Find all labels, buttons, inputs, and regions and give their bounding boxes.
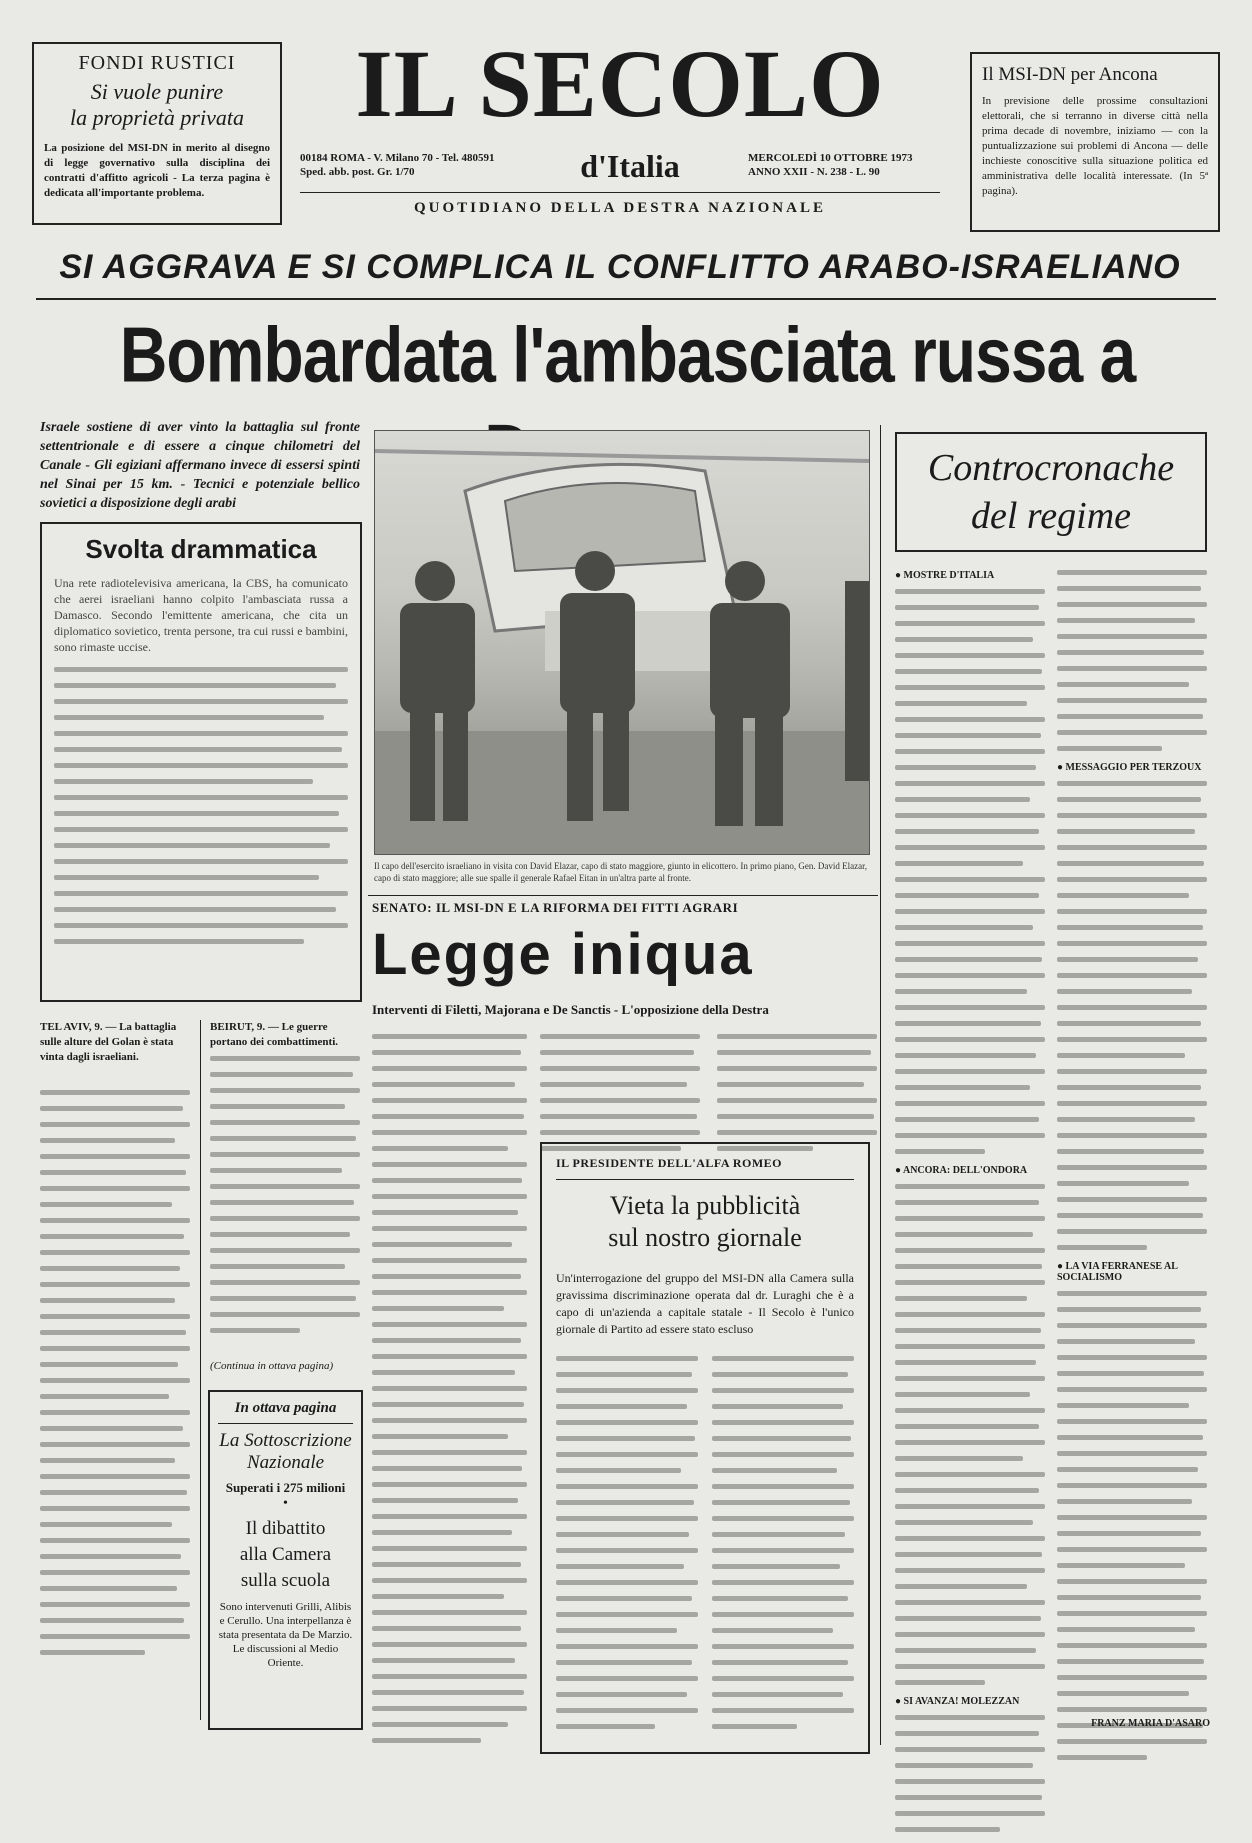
- controcronache-item-5: ● SI AVANZA! MOLEZZAN: [895, 1696, 1020, 1707]
- masthead-address: 00184 ROMA - V. Milano 70 - Tel. 480591: [300, 152, 495, 164]
- promo-label: In ottava pagina: [234, 1400, 337, 1416]
- controcronache-columns: [895, 570, 1207, 1750]
- promo-bullet: •: [283, 1496, 288, 1511]
- promo-debate-1: Il dibattito: [245, 1518, 326, 1539]
- promo-debate-2: alla Camera: [239, 1544, 332, 1565]
- svolta-text: Una rete radiotelevisiva americana, la CBS, ha comunicato che aerei israeliani hanno colpito l'ambasciata russa a Damasco. Secondo l'emittente americana, che cita un diplomatico sovietico, trenta persone, tra cui russi e bambini, sono rimaste uccise.: [54, 576, 348, 654]
- senato-kicker: SENATO: IL MSI-DN E LA RIFORMA DEI FITTI AGRARI: [372, 900, 739, 915]
- promo-debate-3: sulla scuola: [240, 1570, 331, 1591]
- dateline-tel-aviv: TEL AVIV, 9. — La battaglia sulle alture del Golan è stata vinta dagli israeliani.: [40, 1021, 177, 1063]
- svolta-title: Svolta drammatica: [85, 534, 317, 564]
- continued-note: (Continua in ottava pagina): [210, 1360, 334, 1372]
- senato-headline: Legge iniqua: [372, 922, 754, 987]
- right-col-divider: [880, 425, 881, 1745]
- right-ear-title: Il MSI-DN per Ancona: [982, 64, 1158, 85]
- promo-title: La Sottoscrizione: [219, 1430, 352, 1451]
- senato-subhead: Interventi di Filetti, Majorana e De Sanctis - L'opposizione della Destra: [372, 1002, 769, 1017]
- masthead-issue: ANNO XXII - N. 238 - L. 90: [748, 166, 880, 178]
- controcronache-title: Controcronache: [927, 447, 1175, 489]
- banner-rule: [36, 298, 1216, 300]
- masthead-rule: [300, 192, 940, 193]
- controcronache-signature: FRANZ MARIA D'ASARO: [1091, 1718, 1210, 1729]
- promo-debate-body: Sono intervenuti Grilli, Alibis e Cerullo. Una interpellanza è stata presentata da De Marzio. Le discussioni al Medio Oriente.: [218, 1601, 353, 1669]
- promo-title-2: Nazionale: [246, 1452, 325, 1473]
- left-ear-kicker: FONDI RUSTICI: [78, 52, 236, 74]
- col-1-lines: [40, 1090, 190, 1666]
- controcronache-item-4: ● LA VIA FERRANESE AL SOCIALISMO: [1057, 1261, 1178, 1283]
- promo-box: [208, 1390, 363, 1730]
- main-headline: Bombardata l'ambasciata russa a: [119, 310, 1136, 399]
- controcronache-title-2: del regime: [970, 495, 1132, 537]
- controcronache-box: [895, 432, 1207, 552]
- photo-illustration: [375, 431, 870, 855]
- masthead-title: IL SECOLO: [355, 30, 885, 137]
- controcronache-item-2: ● ANCORA: DELL'ONDORA: [895, 1165, 1028, 1176]
- promo-amount: Superati i 275 milioni: [225, 1480, 346, 1495]
- banner-headline: SI AGGRAVA E SI COMPLICA IL CONFLITTO ARABO-ISRAELIANO: [59, 248, 1181, 286]
- right-ear-box: [970, 52, 1220, 232]
- svolta-box: [40, 522, 362, 1002]
- masthead-motto: QUOTIDIANO DELLA DESTRA NAZIONALE: [414, 200, 826, 216]
- col-divider-1: [200, 1020, 201, 1720]
- front-photo: [374, 430, 870, 855]
- controcronache-item-1: ● MOSTRE D'ITALIA: [895, 570, 995, 581]
- alfa-headline: Vieta la pubblicità: [609, 1191, 801, 1220]
- deck: Israele sostiene di aver vinto la battaglia sul fronte settentrionale e di essere a cinque chilometri del Canale - Gli egiziani affermano invece di essersi spinti nel Sinai per 15 km. - Tecnici e potenziale bellico sovietici a disposizione degli arabi: [40, 420, 360, 511]
- alfa-rule: [556, 1179, 854, 1180]
- left-ear-headline: Si vuole punire: [90, 79, 224, 104]
- alfa-body-lines: [556, 1356, 854, 1740]
- svolta-body-lines: [54, 667, 348, 944]
- alfa-box: [540, 1142, 870, 1754]
- alfa-kicker: IL PRESIDENTE DELL'ALFA ROMEO: [556, 1156, 782, 1170]
- alfa-lead: Un'interrogazione del gruppo del MSI-DN alla Camera sulla gravissima discriminazione operata dal dr. Luraghi che è a capo di un'azienda a capitale statale - Il Secolo è l'unico giornale di Partito ad essere stato escluso: [556, 1271, 854, 1336]
- left-ear-box: [32, 42, 282, 225]
- dateline-beirut: BEIRUT, 9. — Le guerre portano dei combattimenti.: [210, 1021, 339, 1048]
- right-ear-body: In previsione delle prossime consultazioni elettorali, che si terranno in diverse città nella prima decade di novembre, iniziamo — con la puntualizzazione sui problemi di Ancona — delle inchieste conoscitive sulla situazione politica ed amministrativa delle località interessate. (In 5ª pagina).: [982, 95, 1208, 197]
- photo-caption: Il capo dell'esercito israeliano in visita con David Elazar, capo di stato maggiore, giunto in elicottero. In primo piano, Gen. David Elazar, capo di stato maggiore; alle sue spalle il generale Rafael Eitan in un'altra parte al fronte.: [374, 861, 867, 883]
- left-ear-headline-2: la proprietà privata: [70, 105, 244, 130]
- masthead-date: MERCOLEDÌ 10 OTTOBRE 1973: [748, 152, 913, 164]
- col-2-lines: [210, 1056, 360, 1344]
- masthead-postal: Sped. abb. post. Gr. 1/70: [300, 166, 415, 178]
- controcronache-item-3: ● MESSAGGIO PER TERZOUX: [1057, 762, 1202, 773]
- left-ear-body: La posizione del MSI-DN in merito al disegno di legge governativo sulla disciplina dei contratti d'affitto agricoli - La terza pagina è dedicata all'importante problema.: [44, 142, 270, 199]
- promo-rule: [218, 1423, 353, 1424]
- senato-rule: [368, 895, 878, 896]
- alfa-headline-2: sul nostro giornale: [608, 1223, 802, 1252]
- masthead-subtitle: d'Italia: [580, 148, 680, 184]
